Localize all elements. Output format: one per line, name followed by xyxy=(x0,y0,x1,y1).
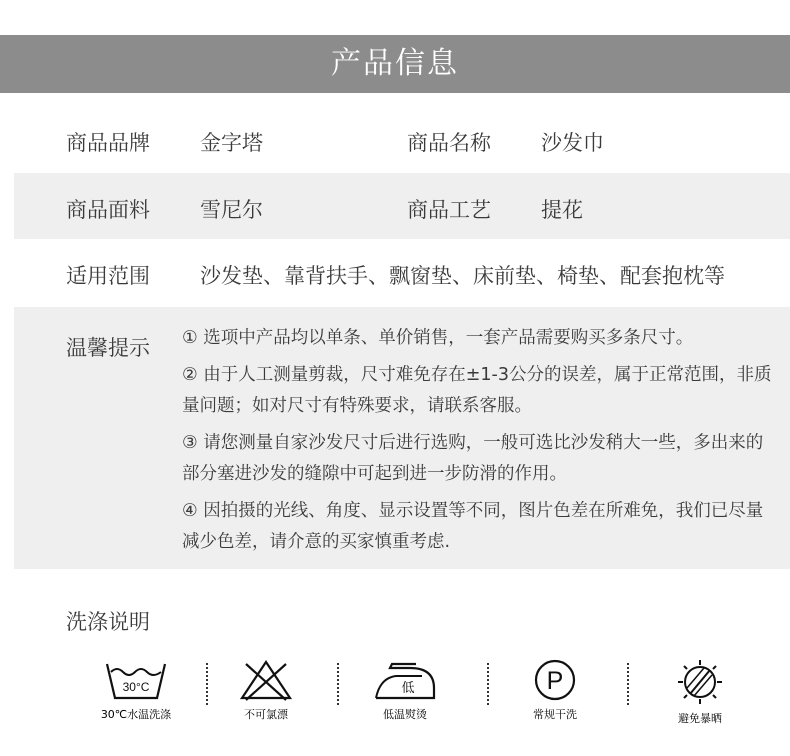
craft-label: 商品工艺 xyxy=(407,198,491,222)
care-label: 常规干洗 xyxy=(533,708,577,721)
wash-temp-text: 30°C xyxy=(122,680,150,694)
iron-level-text: 低 xyxy=(401,681,415,696)
washing-title: 洗涤说明 xyxy=(66,610,150,634)
dry-clean-p-icon xyxy=(530,658,580,702)
care-label: 30℃水温洗涤 xyxy=(100,708,172,721)
brand-label: 商品品牌 xyxy=(66,131,150,155)
section-header xyxy=(0,35,790,93)
section-title: 产品信息 xyxy=(331,46,459,81)
no-bleach-icon xyxy=(238,658,294,702)
care-item-bleach xyxy=(211,658,321,722)
craft-value: 提花 xyxy=(541,198,583,222)
divider xyxy=(206,663,208,705)
divider xyxy=(337,663,339,705)
name-label: 商品名称 xyxy=(407,131,491,155)
care-label: 不可氯漂 xyxy=(244,708,288,721)
care-item-sun xyxy=(645,658,755,726)
scope-label: 适用范围 xyxy=(66,264,150,288)
scope-value: 沙发垫、靠背扶手、飘窗垫、床前垫、椅垫、配套抱枕等 xyxy=(200,264,725,288)
tip-item: ③ 请您测量自家沙发尺寸后进行选购，一般可选比沙发稍大一些，多出来的部分塞进沙发的缝隙中可起到进一步防滑的作用。 xyxy=(182,433,764,484)
care-item-iron xyxy=(350,658,460,722)
tip-item: ② 由于人工测量剪裁，尺寸难免存在±1-3公分的误差，属于正常范围，非质量问题；如对尺寸有特殊要求，请联系客服。 xyxy=(182,365,772,416)
fabric-label: 商品面料 xyxy=(66,198,150,222)
name-value: 沙发巾 xyxy=(541,131,604,155)
dryclean-letter: P xyxy=(546,667,564,695)
tip-item: ④ 因拍摄的光线、角度、显示设置等不同，图片色差在所难免，我们已尽量减少色差，请介意的买家慎重考虑. xyxy=(182,501,764,552)
wash-tub-30c-icon xyxy=(103,658,169,702)
brand-value: 金字塔 xyxy=(200,131,263,155)
iron-low-icon xyxy=(370,658,440,702)
fabric-value: 雪尼尔 xyxy=(200,198,263,222)
care-item-wash xyxy=(81,658,191,722)
divider xyxy=(627,663,629,705)
care-label: 避免暴晒 xyxy=(678,712,722,725)
tip-item: ① 选项中产品均以单条、单价销售，一套产品需要购买多条尺寸。 xyxy=(182,328,694,348)
no-sun-icon xyxy=(672,658,728,706)
tips-label: 温馨提示 xyxy=(66,336,150,360)
care-label: 低温熨烫 xyxy=(383,708,427,721)
tips-list xyxy=(182,323,772,564)
divider xyxy=(487,663,489,705)
care-item-dryclean xyxy=(500,658,610,722)
